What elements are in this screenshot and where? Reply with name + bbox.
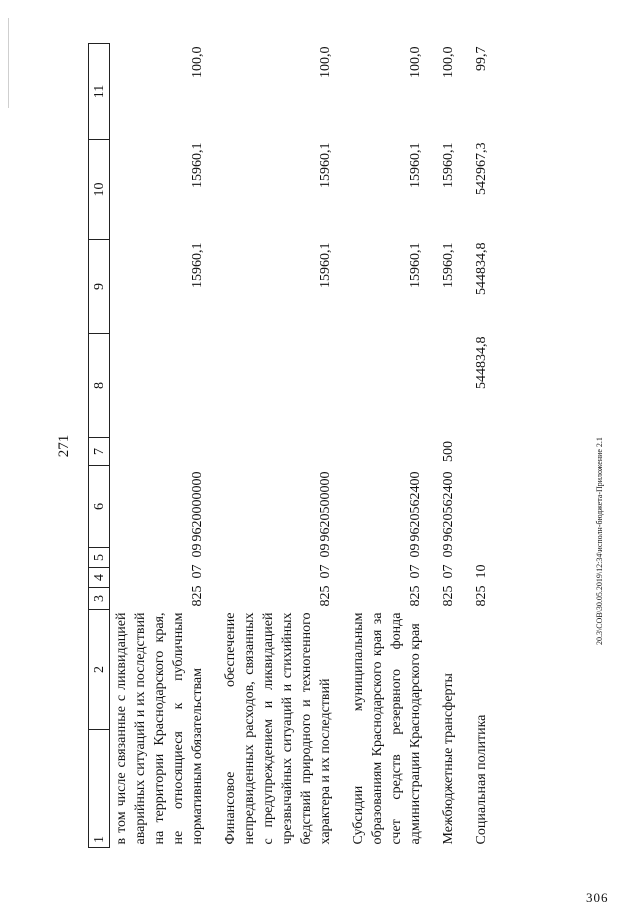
code-subsection: 09 [441,543,456,558]
table-row [425,44,458,848]
row-name: в том числе связанные с ликвидацией аварийных ситуаций и их последствий на территории Краснодарского края, не относящиеся к публичным нормативным обязательствам [114,612,205,845]
header-cell: 6 [89,466,110,548]
row-codes [207,543,335,610]
table-row [207,44,335,848]
header-cell: 8 [89,334,110,438]
row-name: Субсидии муниципальным образованиям Краснодарского края за счет средств резервного фонда администрации Краснодарского края [351,612,423,845]
corner-page-number: 306 [586,890,609,905]
row-codes [458,548,491,610]
value-c10: 15960,1 [408,142,423,188]
value-c11: 100,0 [441,46,456,78]
row-name: Межбюджетные трансферты [441,673,456,845]
value-c8: 544834,8 [474,336,489,389]
value-c8 [335,334,425,438]
value-c11: 100,0 [408,46,423,78]
code-target: 9620562400 [441,471,456,542]
value-c8 [425,334,458,438]
code-type [458,438,491,466]
value-c10: 15960,1 [190,142,205,188]
header-cell: 3 [89,588,110,610]
code-type [110,438,208,466]
value-c11: 100,0 [190,46,205,78]
code-target: 9620562400 [408,471,423,542]
value-c11: 100,0 [318,46,333,78]
code-section: 07 [190,564,205,579]
code-type [335,438,425,466]
rotated-table-sheet [88,44,576,848]
header-cell: 4 [89,568,110,588]
value-c10: 15960,1 [318,142,333,188]
value-c9: 15960,1 [318,242,333,288]
header-cell: 5 [89,548,110,568]
header-cell: 10 [89,140,110,240]
header-cell: 1 [89,730,110,848]
code-target [458,466,491,548]
code-admin: 825 [408,585,423,607]
row-codes [110,543,208,610]
code-admin: 825 [318,585,333,607]
header-cell: 7 [89,438,110,466]
table-row [458,44,491,848]
row-codes [425,543,458,610]
row-codes [335,543,425,610]
value-c9: 15960,1 [441,242,456,288]
header-row [89,44,110,848]
code-target: 9620000000 [190,471,205,542]
value-c10: 542967,3 [474,142,489,195]
page-number: 271 [56,434,72,458]
code-subsection: 09 [190,543,205,558]
code-admin: 825 [441,585,456,607]
table-row [335,44,425,848]
header-cell: 9 [89,240,110,334]
value-c9: 15960,1 [190,242,205,288]
footer-file-path: 20.3\СОВ\30.05.2019\12:34\исполн-бюджета-Приложение 2.1 [595,437,604,645]
code-target: 9620500000 [318,471,333,542]
code-subsection: 09 [408,543,423,558]
budget-table [88,43,491,848]
code-section: 07 [408,564,423,579]
code-subsection: 09 [318,543,333,558]
row-name: Финансовое обеспечение непредвиденных расходов, связанных с предупреждением и ликвидацией чрезвычайных ситуаций и стихийных бедствий природного и техногенного характера и их последствий [223,612,333,845]
code-section: 07 [318,564,333,579]
code-type: 500 [441,441,456,462]
value-c10: 15960,1 [441,142,456,188]
code-section: 07 [441,564,456,579]
value-c11: 99,7 [474,46,489,71]
margin-line [8,18,9,108]
code-type [207,438,335,466]
code-admin: 825 [190,585,205,607]
value-c8 [110,334,208,438]
value-c9: 15960,1 [408,242,423,288]
header-cell: 2 [89,610,110,730]
row-name: Социальная политика [474,714,489,845]
code-section: 10 [474,564,489,579]
value-c9: 544834,8 [474,242,489,295]
header-cell: 11 [89,44,110,140]
code-admin: 825 [474,585,489,607]
table-row [110,44,208,848]
value-c8 [207,334,335,438]
